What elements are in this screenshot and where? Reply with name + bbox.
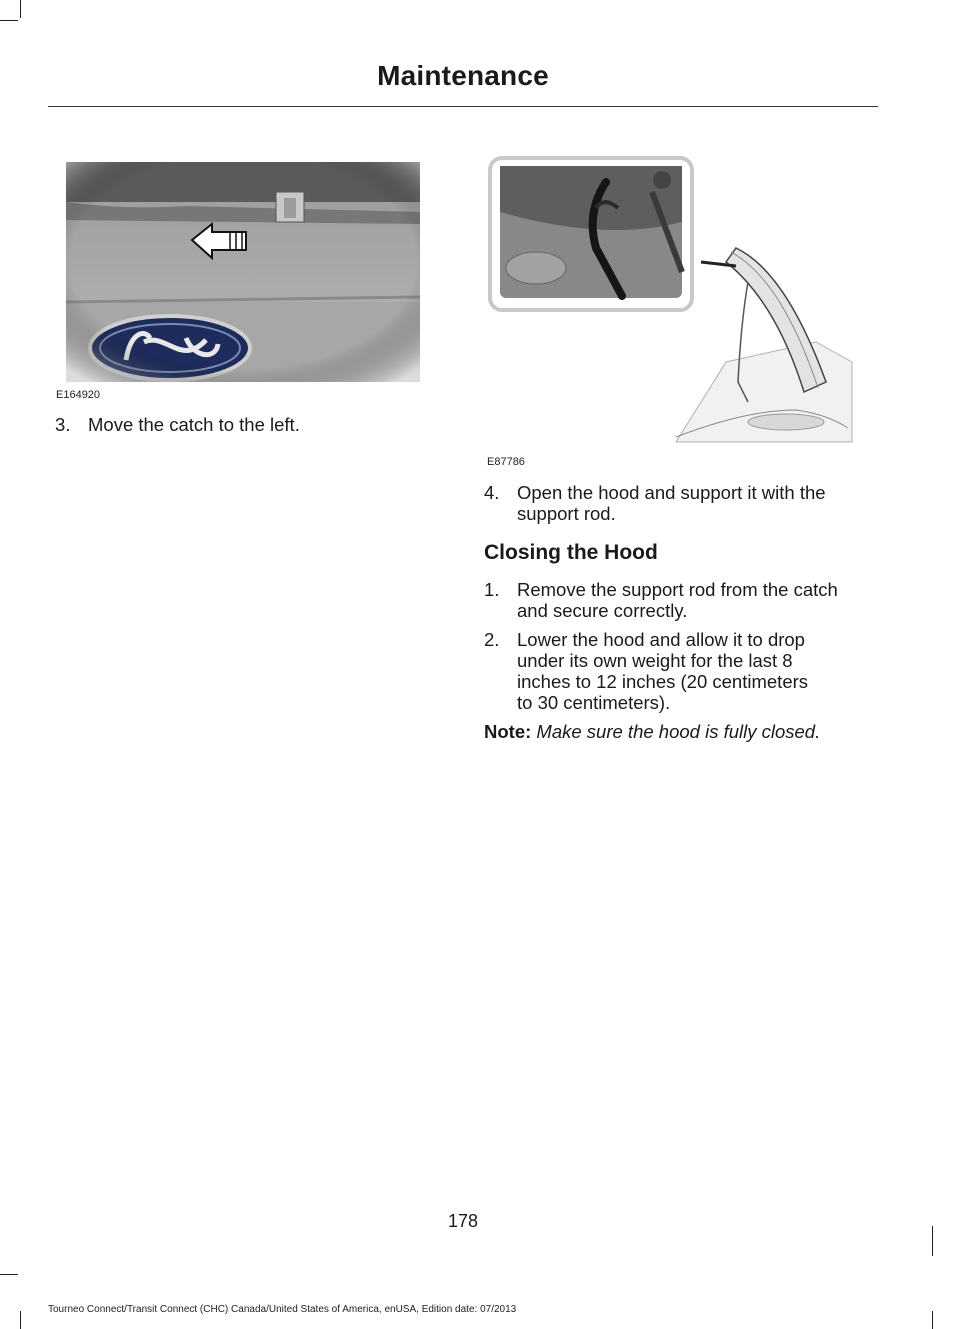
crop-mark (932, 1226, 933, 1256)
step-number: 1. (484, 579, 500, 600)
crop-mark (0, 1274, 18, 1275)
figure-code: E164920 (56, 389, 101, 401)
step-text (517, 579, 838, 621)
catch-illustration (66, 162, 420, 382)
step-text-line: under its own weight for the last 8 (517, 650, 793, 671)
crop-mark (20, 1311, 21, 1329)
note (484, 721, 884, 742)
step-number: 2. (484, 629, 500, 650)
crop-mark (0, 20, 18, 21)
step-text: Move the catch to the left. (88, 414, 300, 435)
closing-step-1 (484, 579, 884, 623)
step-text-line: support rod. (517, 503, 616, 524)
figure-code: E87786 (487, 456, 525, 468)
crop-mark (932, 1311, 933, 1329)
step-3 (55, 414, 435, 438)
step-4 (484, 482, 884, 526)
step-text-line: Remove the support rod from the catch (517, 579, 838, 600)
section-heading: Closing the Hood (484, 541, 658, 564)
note-label: Note: (484, 721, 532, 742)
step-text (517, 629, 808, 713)
footer-text: Tourneo Connect/Transit Connect (CHC) Canada/United States of America, enUSA, Edition date: 07/2013 (48, 1304, 517, 1315)
step-number: 3. (55, 414, 71, 435)
page-title: Maintenance (377, 60, 549, 91)
page-number: 178 (447, 1211, 479, 1231)
step-text (517, 482, 826, 524)
step-number: 4. (484, 482, 500, 503)
crop-mark (20, 0, 21, 18)
step-text-line: Lower the hood and allow it to drop (517, 629, 805, 650)
hood-support-illustration (486, 152, 856, 448)
step-text-line: Open the hood and support it with the (517, 482, 826, 503)
note-text: Make sure the hood is fully closed. (536, 721, 821, 742)
step-text-line: and secure correctly. (517, 600, 688, 621)
step-text-line: to 30 centimeters). (517, 692, 671, 713)
closing-step-2 (484, 629, 884, 715)
step-text-line: inches to 12 inches (20 centimeters (517, 671, 809, 692)
header-divider (48, 106, 878, 107)
